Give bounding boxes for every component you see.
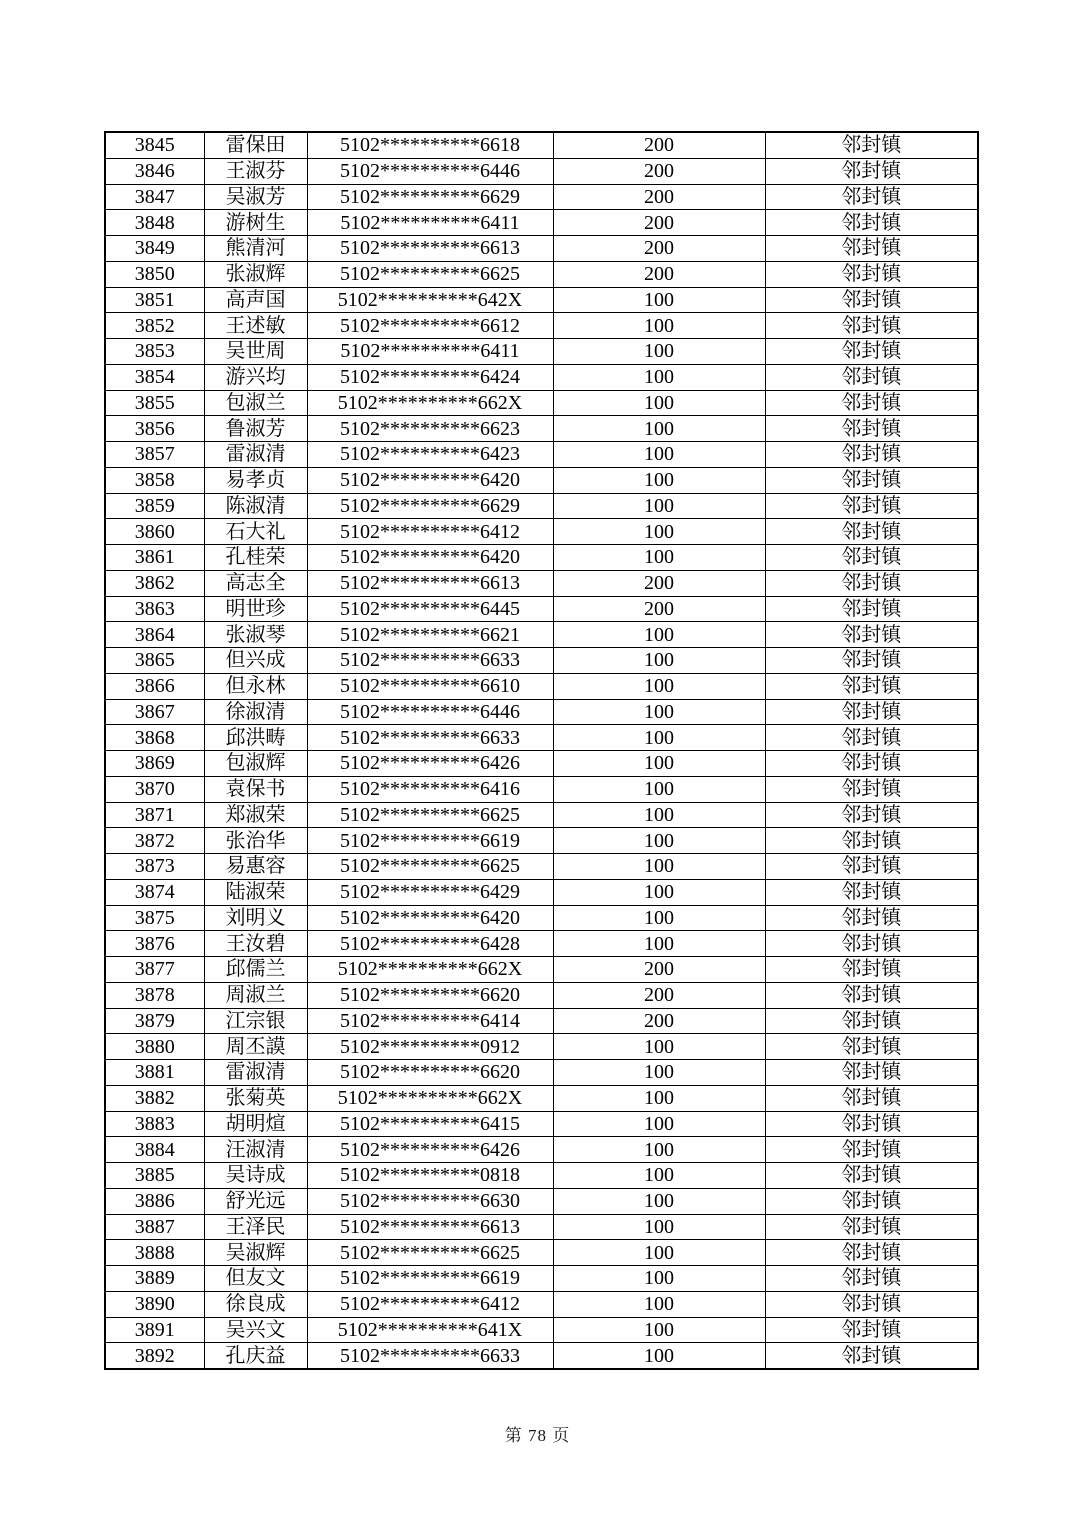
cell-serial: 3878 (105, 982, 204, 1008)
cell-serial: 3889 (105, 1266, 204, 1292)
cell-town: 邻封镇 (765, 1060, 978, 1086)
cell-town: 邻封镇 (765, 596, 978, 622)
cell-id_number: 5102**********6426 (307, 1137, 553, 1163)
cell-name: 舒光远 (204, 1188, 307, 1214)
cell-amount: 100 (553, 1111, 765, 1137)
table-row (105, 879, 978, 905)
table-row (105, 699, 978, 725)
cell-id_number: 5102**********6416 (307, 776, 553, 802)
cell-amount: 200 (553, 184, 765, 210)
cell-serial: 3847 (105, 184, 204, 210)
cell-id_number: 5102**********6633 (307, 725, 553, 751)
cell-name: 张淑辉 (204, 261, 307, 287)
cell-amount: 100 (553, 1163, 765, 1189)
cell-amount: 100 (553, 1188, 765, 1214)
cell-serial: 3865 (105, 648, 204, 674)
cell-id_number: 5102**********6415 (307, 1111, 553, 1137)
cell-name: 但兴成 (204, 648, 307, 674)
cell-town: 邻封镇 (765, 982, 978, 1008)
cell-id_number: 5102**********6633 (307, 1343, 553, 1369)
cell-amount: 100 (553, 828, 765, 854)
cell-town: 邻封镇 (765, 132, 978, 158)
cell-id_number: 5102**********642X (307, 287, 553, 313)
cell-id_number: 5102**********6630 (307, 1188, 553, 1214)
cell-id_number: 5102**********6620 (307, 1060, 553, 1086)
table-row (105, 905, 978, 931)
table-row (105, 132, 978, 158)
cell-serial: 3854 (105, 364, 204, 390)
cell-name: 但友文 (204, 1266, 307, 1292)
cell-amount: 100 (553, 390, 765, 416)
cell-id_number: 5102**********6623 (307, 416, 553, 442)
cell-id_number: 5102**********6619 (307, 828, 553, 854)
cell-amount: 200 (553, 596, 765, 622)
cell-serial: 3866 (105, 673, 204, 699)
cell-town: 邻封镇 (765, 751, 978, 777)
cell-amount: 100 (553, 1343, 765, 1369)
cell-amount: 100 (553, 776, 765, 802)
cell-town: 邻封镇 (765, 390, 978, 416)
cell-amount: 100 (553, 416, 765, 442)
cell-serial: 3849 (105, 236, 204, 262)
cell-town: 邻封镇 (765, 931, 978, 957)
cell-name: 雷保田 (204, 132, 307, 158)
table-row (105, 1137, 978, 1163)
cell-serial: 3886 (105, 1188, 204, 1214)
cell-serial: 3887 (105, 1214, 204, 1240)
cell-amount: 100 (553, 287, 765, 313)
table-row (105, 364, 978, 390)
cell-name: 王泽民 (204, 1214, 307, 1240)
cell-id_number: 5102**********6618 (307, 132, 553, 158)
cell-town: 邻封镇 (765, 467, 978, 493)
cell-serial: 3855 (105, 390, 204, 416)
cell-name: 吴淑芳 (204, 184, 307, 210)
cell-town: 邻封镇 (765, 828, 978, 854)
cell-name: 吴淑辉 (204, 1240, 307, 1266)
cell-serial: 3857 (105, 442, 204, 468)
table-row (105, 1240, 978, 1266)
cell-name: 徐良成 (204, 1291, 307, 1317)
cell-id_number: 5102**********6424 (307, 364, 553, 390)
cell-amount: 100 (553, 648, 765, 674)
cell-name: 袁保书 (204, 776, 307, 802)
cell-name: 郑淑荣 (204, 802, 307, 828)
cell-id_number: 5102**********6414 (307, 1008, 553, 1034)
cell-serial: 3872 (105, 828, 204, 854)
cell-id_number: 5102**********0818 (307, 1163, 553, 1189)
table-row (105, 1214, 978, 1240)
table-row (105, 287, 978, 313)
cell-id_number: 5102**********6625 (307, 802, 553, 828)
page-number: 第 78 页 (504, 1426, 571, 1445)
cell-serial: 3877 (105, 957, 204, 983)
cell-id_number: 5102**********6613 (307, 570, 553, 596)
cell-amount: 100 (553, 1137, 765, 1163)
cell-amount: 200 (553, 210, 765, 236)
cell-name: 明世珍 (204, 596, 307, 622)
table-row (105, 648, 978, 674)
table-row (105, 982, 978, 1008)
cell-town: 邻封镇 (765, 1343, 978, 1369)
cell-name: 徐淑清 (204, 699, 307, 725)
cell-amount: 100 (553, 854, 765, 880)
cell-serial: 3882 (105, 1085, 204, 1111)
table-row (105, 1266, 978, 1292)
cell-serial: 3853 (105, 339, 204, 365)
cell-name: 但永林 (204, 673, 307, 699)
cell-name: 周丕謨 (204, 1034, 307, 1060)
cell-amount: 200 (553, 982, 765, 1008)
table-row (105, 828, 978, 854)
cell-town: 邻封镇 (765, 622, 978, 648)
cell-town: 邻封镇 (765, 1240, 978, 1266)
cell-town: 邻封镇 (765, 699, 978, 725)
cell-town: 邻封镇 (765, 287, 978, 313)
table-row (105, 1163, 978, 1189)
cell-serial: 3871 (105, 802, 204, 828)
table-row (105, 416, 978, 442)
cell-town: 邻封镇 (765, 648, 978, 674)
cell-id_number: 5102**********6411 (307, 210, 553, 236)
cell-name: 高声国 (204, 287, 307, 313)
cell-name: 江宗银 (204, 1008, 307, 1034)
cell-amount: 100 (553, 1317, 765, 1343)
table-row (105, 622, 978, 648)
table-row (105, 1343, 978, 1369)
cell-name: 张淑琴 (204, 622, 307, 648)
cell-serial: 3869 (105, 751, 204, 777)
cell-serial: 3874 (105, 879, 204, 905)
cell-serial: 3867 (105, 699, 204, 725)
cell-id_number: 5102**********6445 (307, 596, 553, 622)
cell-amount: 100 (553, 519, 765, 545)
cell-id_number: 5102**********6633 (307, 648, 553, 674)
table-row (105, 1291, 978, 1317)
cell-town: 邻封镇 (765, 905, 978, 931)
cell-amount: 100 (553, 931, 765, 957)
table-row (105, 313, 978, 339)
cell-name: 雷淑清 (204, 1060, 307, 1086)
cell-serial: 3863 (105, 596, 204, 622)
cell-town: 邻封镇 (765, 210, 978, 236)
cell-amount: 200 (553, 957, 765, 983)
table-row (105, 236, 978, 262)
table-row (105, 390, 978, 416)
cell-name: 刘明义 (204, 905, 307, 931)
cell-serial: 3879 (105, 1008, 204, 1034)
cell-amount: 100 (553, 802, 765, 828)
cell-amount: 100 (553, 725, 765, 751)
cell-town: 邻封镇 (765, 313, 978, 339)
cell-town: 邻封镇 (765, 1008, 978, 1034)
cell-id_number: 5102**********6412 (307, 519, 553, 545)
table-row (105, 957, 978, 983)
cell-amount: 100 (553, 879, 765, 905)
table-row (105, 442, 978, 468)
cell-id_number: 5102**********6420 (307, 545, 553, 571)
cell-serial: 3851 (105, 287, 204, 313)
cell-serial: 3875 (105, 905, 204, 931)
cell-serial: 3864 (105, 622, 204, 648)
cell-serial: 3884 (105, 1137, 204, 1163)
cell-id_number: 5102**********6619 (307, 1266, 553, 1292)
cell-name: 邱儒兰 (204, 957, 307, 983)
cell-town: 邻封镇 (765, 957, 978, 983)
cell-name: 邱洪畴 (204, 725, 307, 751)
cell-id_number: 5102**********662X (307, 957, 553, 983)
cell-name: 陆淑荣 (204, 879, 307, 905)
cell-amount: 100 (553, 1291, 765, 1317)
cell-amount: 100 (553, 1240, 765, 1266)
cell-serial: 3890 (105, 1291, 204, 1317)
table-row (105, 570, 978, 596)
cell-serial: 3848 (105, 210, 204, 236)
cell-name: 熊清河 (204, 236, 307, 262)
cell-serial: 3860 (105, 519, 204, 545)
cell-name: 吴兴文 (204, 1317, 307, 1343)
cell-town: 邻封镇 (765, 1085, 978, 1111)
cell-serial: 3870 (105, 776, 204, 802)
cell-serial: 3888 (105, 1240, 204, 1266)
cell-name: 包淑兰 (204, 390, 307, 416)
cell-town: 邻封镇 (765, 802, 978, 828)
table-row (105, 1111, 978, 1137)
cell-id_number: 5102**********6613 (307, 1214, 553, 1240)
table-row (105, 519, 978, 545)
cell-amount: 100 (553, 493, 765, 519)
cell-amount: 100 (553, 905, 765, 931)
cell-id_number: 5102**********6420 (307, 467, 553, 493)
cell-id_number: 5102**********6621 (307, 622, 553, 648)
cell-town: 邻封镇 (765, 236, 978, 262)
cell-amount: 100 (553, 622, 765, 648)
cell-amount: 100 (553, 467, 765, 493)
cell-id_number: 5102**********6610 (307, 673, 553, 699)
cell-town: 邻封镇 (765, 493, 978, 519)
cell-town: 邻封镇 (765, 673, 978, 699)
table-row (105, 725, 978, 751)
table-row (105, 854, 978, 880)
cell-town: 邻封镇 (765, 416, 978, 442)
table-row (105, 673, 978, 699)
cell-amount: 100 (553, 545, 765, 571)
table-row (105, 596, 978, 622)
table-row (105, 931, 978, 957)
cell-serial: 3880 (105, 1034, 204, 1060)
cell-serial: 3881 (105, 1060, 204, 1086)
cell-name: 张治华 (204, 828, 307, 854)
cell-town: 邻封镇 (765, 1266, 978, 1292)
cell-amount: 100 (553, 1060, 765, 1086)
cell-name: 易惠容 (204, 854, 307, 880)
cell-amount: 100 (553, 442, 765, 468)
table-row (105, 1317, 978, 1343)
table-row (105, 802, 978, 828)
roster-table (104, 131, 979, 1370)
cell-amount: 100 (553, 1085, 765, 1111)
cell-amount: 200 (553, 158, 765, 184)
cell-name: 石大礼 (204, 519, 307, 545)
cell-id_number: 5102**********6446 (307, 699, 553, 725)
cell-serial: 3861 (105, 545, 204, 571)
cell-id_number: 5102**********6429 (307, 879, 553, 905)
cell-name: 游树生 (204, 210, 307, 236)
cell-serial: 3852 (105, 313, 204, 339)
cell-id_number: 5102**********6620 (307, 982, 553, 1008)
table-row (105, 210, 978, 236)
cell-town: 邻封镇 (765, 879, 978, 905)
table-row (105, 1034, 978, 1060)
cell-name: 高志全 (204, 570, 307, 596)
cell-serial: 3850 (105, 261, 204, 287)
table-row (105, 158, 978, 184)
cell-town: 邻封镇 (765, 1163, 978, 1189)
cell-town: 邻封镇 (765, 1111, 978, 1137)
cell-town: 邻封镇 (765, 261, 978, 287)
cell-town: 邻封镇 (765, 570, 978, 596)
table-row (105, 776, 978, 802)
cell-amount: 200 (553, 261, 765, 287)
cell-town: 邻封镇 (765, 1317, 978, 1343)
cell-amount: 100 (553, 364, 765, 390)
cell-name: 易孝贞 (204, 467, 307, 493)
table-row (105, 751, 978, 777)
cell-name: 陈淑清 (204, 493, 307, 519)
cell-town: 邻封镇 (765, 184, 978, 210)
cell-name: 吴世周 (204, 339, 307, 365)
cell-serial: 3862 (105, 570, 204, 596)
cell-name: 汪淑清 (204, 1137, 307, 1163)
cell-town: 邻封镇 (765, 1137, 978, 1163)
cell-amount: 100 (553, 699, 765, 725)
cell-name: 周淑兰 (204, 982, 307, 1008)
cell-id_number: 5102**********6612 (307, 313, 553, 339)
cell-town: 邻封镇 (765, 1034, 978, 1060)
cell-id_number: 5102**********6411 (307, 339, 553, 365)
cell-name: 王述敏 (204, 313, 307, 339)
cell-id_number: 5102**********6625 (307, 854, 553, 880)
cell-amount: 200 (553, 570, 765, 596)
cell-serial: 3868 (105, 725, 204, 751)
table-row (105, 339, 978, 365)
cell-name: 雷淑清 (204, 442, 307, 468)
cell-id_number: 5102**********6423 (307, 442, 553, 468)
cell-amount: 100 (553, 751, 765, 777)
cell-town: 邻封镇 (765, 364, 978, 390)
cell-id_number: 5102**********6420 (307, 905, 553, 931)
table-row (105, 1060, 978, 1086)
cell-amount: 100 (553, 1214, 765, 1240)
cell-serial: 3892 (105, 1343, 204, 1369)
table-row (105, 467, 978, 493)
cell-town: 邻封镇 (765, 545, 978, 571)
cell-amount: 100 (553, 313, 765, 339)
cell-town: 邻封镇 (765, 854, 978, 880)
cell-amount: 100 (553, 1266, 765, 1292)
cell-name: 胡明煊 (204, 1111, 307, 1137)
cell-id_number: 5102**********662X (307, 390, 553, 416)
cell-name: 孔庆益 (204, 1343, 307, 1369)
cell-amount: 200 (553, 132, 765, 158)
cell-serial: 3883 (105, 1111, 204, 1137)
cell-serial: 3891 (105, 1317, 204, 1343)
cell-id_number: 5102**********6446 (307, 158, 553, 184)
cell-serial: 3873 (105, 854, 204, 880)
cell-id_number: 5102**********6625 (307, 1240, 553, 1266)
cell-serial: 3885 (105, 1163, 204, 1189)
table-row (105, 261, 978, 287)
cell-amount: 100 (553, 673, 765, 699)
cell-name: 包淑辉 (204, 751, 307, 777)
table-row (105, 545, 978, 571)
cell-id_number: 5102**********6629 (307, 493, 553, 519)
cell-amount: 100 (553, 339, 765, 365)
cell-serial: 3846 (105, 158, 204, 184)
cell-town: 邻封镇 (765, 776, 978, 802)
cell-id_number: 5102**********641X (307, 1317, 553, 1343)
cell-town: 邻封镇 (765, 519, 978, 545)
cell-name: 吴诗成 (204, 1163, 307, 1189)
cell-id_number: 5102**********662X (307, 1085, 553, 1111)
cell-name: 游兴均 (204, 364, 307, 390)
cell-serial: 3845 (105, 132, 204, 158)
cell-id_number: 5102**********0912 (307, 1034, 553, 1060)
roster-table-body (105, 132, 978, 1369)
cell-amount: 200 (553, 236, 765, 262)
cell-town: 邻封镇 (765, 158, 978, 184)
cell-name: 张菊英 (204, 1085, 307, 1111)
cell-id_number: 5102**********6412 (307, 1291, 553, 1317)
cell-name: 王淑芬 (204, 158, 307, 184)
cell-name: 孔桂荣 (204, 545, 307, 571)
table-row (105, 1188, 978, 1214)
cell-town: 邻封镇 (765, 1291, 978, 1317)
cell-town: 邻封镇 (765, 1214, 978, 1240)
cell-serial: 3856 (105, 416, 204, 442)
cell-id_number: 5102**********6613 (307, 236, 553, 262)
cell-serial: 3858 (105, 467, 204, 493)
cell-town: 邻封镇 (765, 1188, 978, 1214)
cell-id_number: 5102**********6625 (307, 261, 553, 287)
cell-serial: 3876 (105, 931, 204, 957)
cell-town: 邻封镇 (765, 339, 978, 365)
cell-amount: 200 (553, 1008, 765, 1034)
cell-id_number: 5102**********6428 (307, 931, 553, 957)
cell-id_number: 5102**********6426 (307, 751, 553, 777)
table-row (105, 184, 978, 210)
cell-amount: 100 (553, 1034, 765, 1060)
cell-id_number: 5102**********6629 (307, 184, 553, 210)
table-row (105, 1008, 978, 1034)
cell-town: 邻封镇 (765, 725, 978, 751)
table-row (105, 493, 978, 519)
cell-town: 邻封镇 (765, 442, 978, 468)
cell-serial: 3859 (105, 493, 204, 519)
cell-name: 王汝碧 (204, 931, 307, 957)
cell-name: 鲁淑芳 (204, 416, 307, 442)
table-row (105, 1085, 978, 1111)
